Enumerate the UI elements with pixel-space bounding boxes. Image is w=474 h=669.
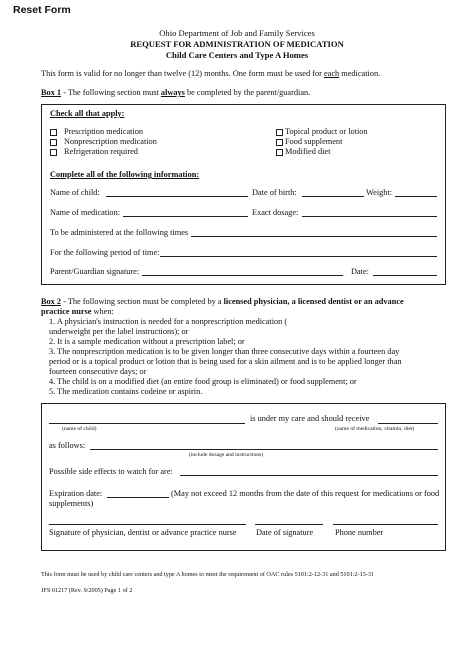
validity-statement: This form is valid for no longer than twelve (12) months. One form must be used for each medication. bbox=[41, 69, 381, 78]
label-topical: Topical product or lotion bbox=[285, 127, 368, 136]
label-modified-diet: Modified diet bbox=[285, 147, 331, 156]
caption-child-name: (name of child) bbox=[62, 426, 97, 432]
label-guardian-date: Date: bbox=[351, 267, 369, 276]
checkbox-topical[interactable] bbox=[276, 129, 283, 136]
label-side-effects: Possible side effects to watch for are: bbox=[49, 467, 173, 476]
label-exact-dosage: Exact dosage: bbox=[252, 208, 299, 217]
label-dob: Date of birth: bbox=[252, 188, 297, 197]
form-subtitle: Child Care Centers and Type A Homes bbox=[165, 50, 309, 60]
condition-3-cont: period or is a topical product or lotion that is being used for a skin ailment and is to be applied longer than bbox=[49, 357, 402, 366]
label-guardian-signature: Parent/Guardian signature: bbox=[50, 267, 140, 276]
label-as-follows: as follows: bbox=[49, 441, 86, 450]
caption-medication: (name of medication, vitamin, diet) bbox=[335, 426, 415, 432]
agency-name: Ohio Department of Job and Family Services bbox=[159, 28, 315, 38]
condition-4: 4. The child is on a modified diet (an entire food group is eliminated) or food supplement; or bbox=[49, 377, 357, 386]
box2-intro: Box 2 - The following section must be completed by a licensed physician, a licensed dentist or an advance bbox=[41, 297, 404, 306]
b2-medication-field[interactable] bbox=[378, 423, 438, 424]
dob-field[interactable] bbox=[302, 196, 364, 197]
label-phone: Phone number bbox=[335, 528, 384, 537]
expiration-field[interactable] bbox=[107, 497, 169, 498]
weight-field[interactable] bbox=[395, 196, 437, 197]
label-refrigeration: Refrigeration required bbox=[64, 147, 138, 156]
checkbox-nonprescription[interactable] bbox=[50, 139, 57, 146]
checkbox-modified-diet[interactable] bbox=[276, 149, 283, 156]
label-child-name: Name of child: bbox=[50, 188, 100, 197]
label-weight: Weight: bbox=[366, 188, 393, 197]
as-follows-field[interactable] bbox=[90, 449, 438, 450]
reset-form-button[interactable]: Reset Form bbox=[13, 4, 71, 16]
label-period: For the following period of time: bbox=[50, 248, 160, 257]
side-effects-field[interactable] bbox=[180, 475, 438, 476]
label-prescription: Prescription medication bbox=[64, 127, 144, 136]
signature-date-field[interactable] bbox=[255, 524, 323, 525]
b2-child-name-field[interactable] bbox=[49, 423, 245, 424]
exact-dosage-field[interactable] bbox=[302, 216, 437, 217]
label-physician-signature: Signature of physician, dentist or advance practice nurse bbox=[49, 528, 237, 537]
condition-3-cont2: fourteen consecutive days; or bbox=[49, 367, 147, 376]
expiration-note-cont: supplements) bbox=[49, 499, 94, 508]
box1-intro: Box 1 - The following section must always be completed by the parent/guardian. bbox=[41, 88, 311, 97]
checkbox-refrigeration[interactable] bbox=[50, 149, 57, 156]
form-id: JFS 01217 (Rev. 9/2005) Page 1 of 2 bbox=[41, 587, 133, 594]
footer-note: This form must be used by child care centers and type A homes to meet the requirement of OAC rules 5101:2-12-31 and 5101:2-13-31 bbox=[41, 571, 375, 578]
box2-intro-line2: practice nurse when: bbox=[41, 307, 114, 316]
label-under-care: is under my care and should receive bbox=[250, 414, 370, 423]
condition-3: 3. The nonprescription medication is to be given longer than three consecutive days within a fourteen day bbox=[49, 347, 400, 356]
checkbox-prescription[interactable] bbox=[50, 129, 57, 136]
physician-signature-field[interactable] bbox=[49, 524, 246, 525]
guardian-date-field[interactable] bbox=[373, 275, 437, 276]
condition-1-cont: underweight per the label instructions); or bbox=[49, 327, 189, 336]
condition-2: 2. It is a sample medication without a prescription label; or bbox=[49, 337, 245, 346]
label-expiration: Expiration date: bbox=[49, 489, 103, 498]
check-heading: Check all that apply: bbox=[50, 109, 125, 118]
label-food-supplement: Food supplement bbox=[285, 137, 343, 146]
form-title: REQUEST FOR ADMINISTRATION OF MEDICATION bbox=[130, 39, 344, 49]
condition-1: 1. A physician's instruction is needed for a nonprescription medication ( bbox=[49, 317, 288, 326]
guardian-signature-field[interactable] bbox=[142, 275, 343, 276]
period-field[interactable] bbox=[160, 256, 437, 257]
condition-5: 5. The medication contains codeine or aspirin. bbox=[49, 387, 203, 396]
child-name-field[interactable] bbox=[106, 196, 248, 197]
label-signature-date: Date of signature bbox=[256, 528, 314, 537]
label-med-name: Name of medication: bbox=[50, 208, 121, 217]
complete-heading: Complete all of the following information: bbox=[50, 170, 200, 179]
admin-times-field[interactable] bbox=[191, 236, 437, 237]
phone-field[interactable] bbox=[333, 524, 438, 525]
label-nonprescription: Nonprescription medication bbox=[64, 137, 157, 146]
caption-dosage: (include dosage and instructions) bbox=[189, 452, 264, 458]
label-admin-times: To be administered at the following times bbox=[50, 228, 189, 237]
expiration-note: (May not exceed 12 months from the date of this request for medications or food bbox=[171, 489, 440, 498]
med-name-field[interactable] bbox=[123, 216, 248, 217]
checkbox-food-supplement[interactable] bbox=[276, 139, 283, 146]
